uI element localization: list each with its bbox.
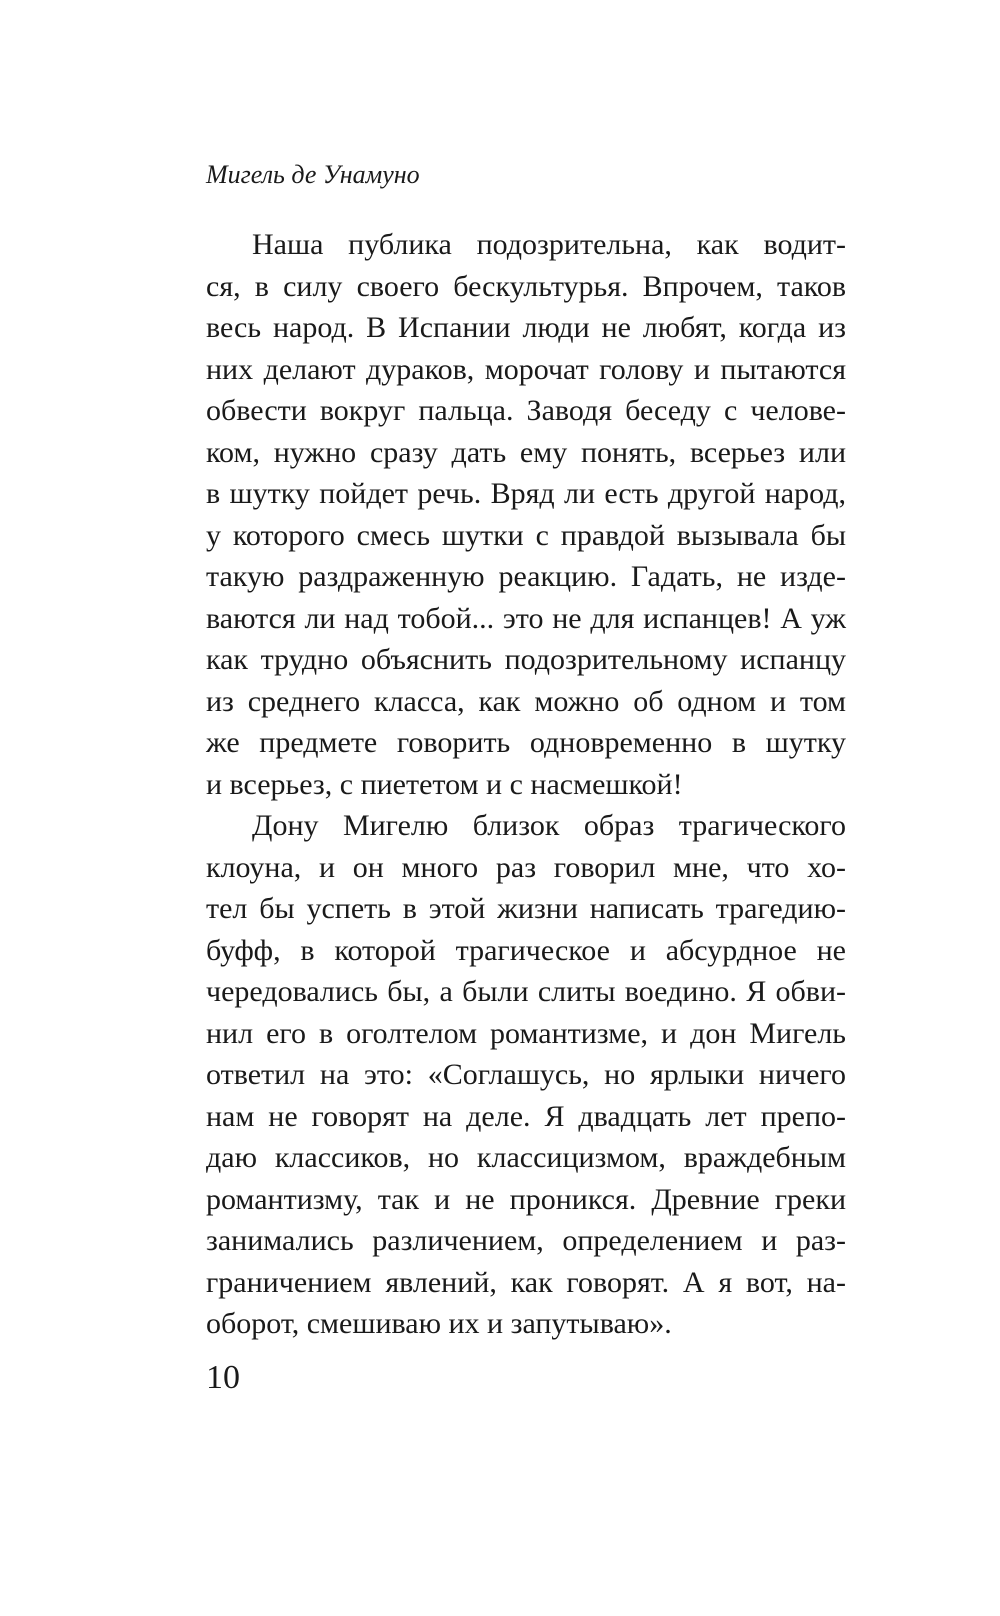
text-line: ответил на это: «Соглашусь, но ярлыки ничего <box>206 1058 846 1091</box>
text-line: буфф, в которой трагическое и абсурдное не <box>206 933 846 967</box>
running-head-author: Мигель де Унамуно <box>206 160 420 189</box>
text-line: и всерьез, с пиететом и с насмешкой! <box>206 767 683 801</box>
text-line: в шутку пойдет речь. Вряд ли есть другой народ, <box>206 477 846 510</box>
text-line: ком, нужно сразу дать ему понять, всерьез или <box>206 435 846 469</box>
text-line: романтизму, так и не проникся. Древние греки <box>206 1182 846 1216</box>
text-line: тел бы успеть в этой жизни написать трагедию- <box>206 892 846 925</box>
text-line: как трудно объяснить подозрительному испанцу <box>206 643 846 676</box>
text-line: нил его в оголтелом романтизме, и дон Мигель <box>206 1016 846 1050</box>
text-line: занимались различением, определением и раз- <box>206 1224 846 1257</box>
text-line: чередовались бы, а были слиты воедино. Я обви- <box>206 975 846 1008</box>
text-line: ся, в силу своего бескультурья. Впрочем, таков <box>206 269 846 303</box>
text-line: же предмете говорить одновременно в шутку <box>206 726 846 759</box>
text-line: граничением явлений, как говорят. А я вот, на- <box>206 1265 846 1299</box>
text-line: весь народ. В Испании люди не любят, когда из <box>206 311 846 344</box>
text-line: обвести вокруг пальца. Заводя беседу с челове- <box>206 394 846 427</box>
text-line: у которого смесь шутки с правдой вызывала бы <box>206 518 846 552</box>
text-line: из среднего класса, как можно об одном и том <box>206 684 846 718</box>
text-line: Дону Мигелю близок образ трагического <box>252 809 846 842</box>
body-text <box>206 224 846 1345</box>
text-line: нам не говорят на деле. Я двадцать лет препо- <box>206 1099 846 1133</box>
text-line: даю классиков, но классицизмом, враждебным <box>206 1141 846 1174</box>
text-line: оборот, смешиваю их и запутываю». <box>206 1307 672 1340</box>
text-line: ваются ли над тобой... это не для испанцев! А уж <box>206 601 846 635</box>
text-line: них делают дураков, морочат голову и пытаются <box>206 352 846 386</box>
text-line: Наша публика подозрительна, как водит- <box>252 228 846 261</box>
text-line: такую раздраженную реакцию. Гадать, не изде- <box>206 560 846 593</box>
text-line: клоуна, и он много раз говорил мне, что хо- <box>206 850 846 884</box>
page-number: 10 <box>206 1359 240 1396</box>
